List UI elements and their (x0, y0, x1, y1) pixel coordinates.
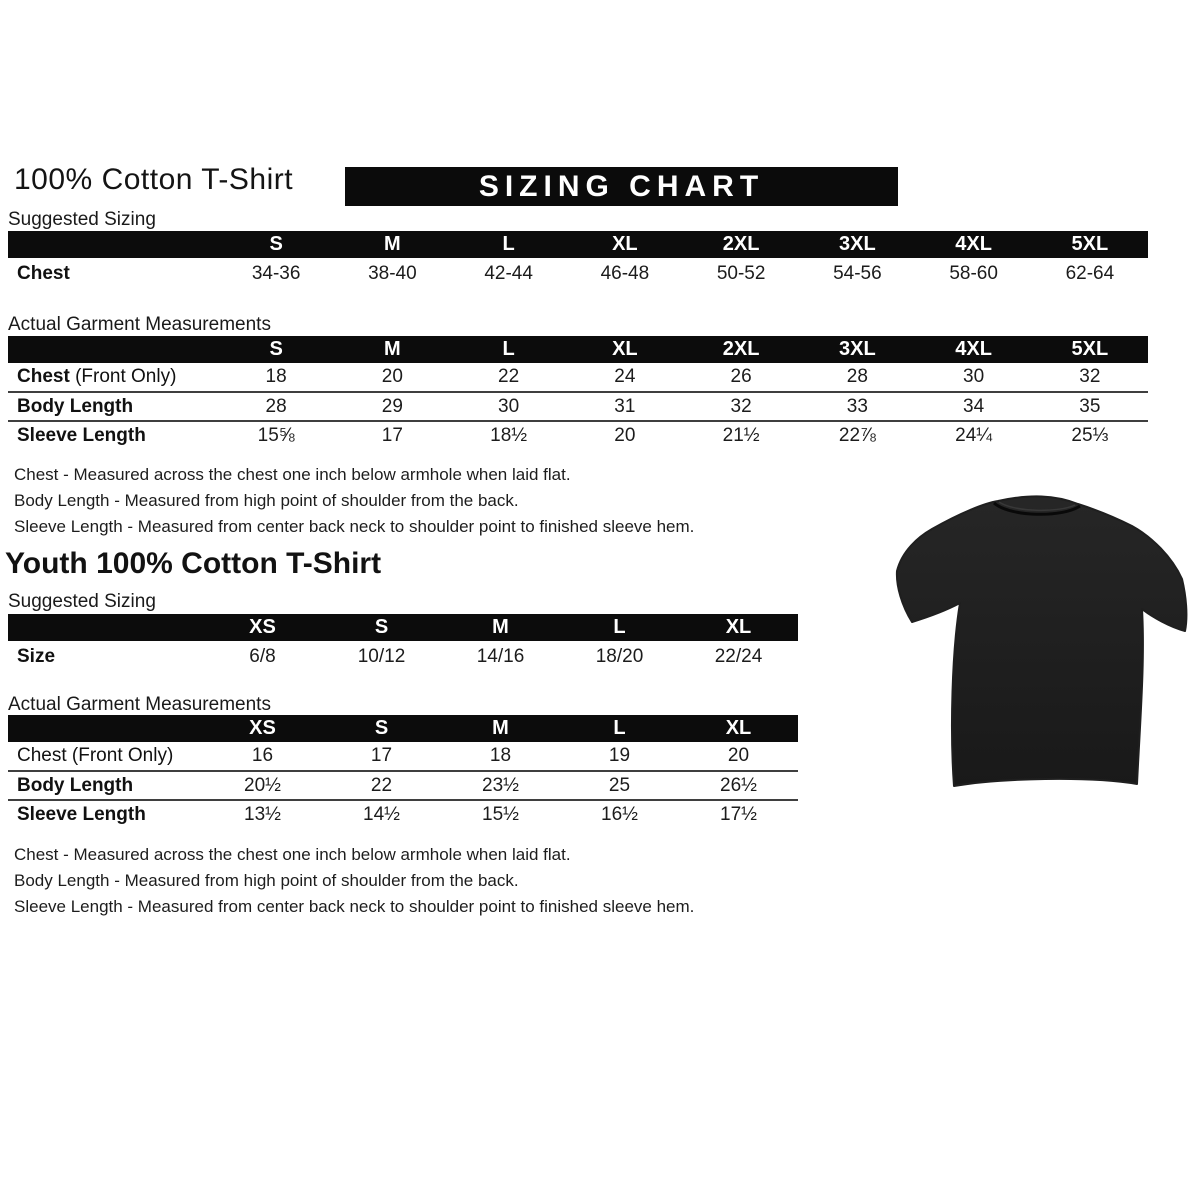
cell: 17½ (679, 800, 798, 829)
cell: 29 (334, 392, 450, 421)
adult-actual-header-row (8, 336, 1148, 363)
sizing-chart-banner-text: SIZING CHART (478, 169, 765, 203)
size-col-header: 4XL (916, 231, 1032, 258)
size-col-header: M (441, 614, 560, 641)
size-col-header: 5XL (1032, 336, 1148, 363)
adult-actual-measurements-table (8, 336, 1148, 450)
note-chest: Chest - Measured across the chest one inch below armhole when laid flat. (14, 465, 571, 484)
cell: 14/16 (476, 646, 525, 667)
note-body-length: Body Length - Measured from high point of shoulder from the back. (14, 491, 519, 510)
cell: 25⅓ (1032, 421, 1148, 450)
note-sleeve-length: Sleeve Length - Measured from center back neck to shoulder point to finished sleeve hem. (14, 517, 695, 536)
cell: 19 (608, 745, 631, 766)
row-label-size: Size (17, 646, 56, 667)
size-col-header: 2XL (683, 336, 799, 363)
row-label-body-length: Body Length (8, 392, 218, 421)
row-label-body-length: Body Length (8, 771, 203, 800)
note-body-length: Body Length - Measured from high point of shoulder from the back. (14, 871, 519, 890)
cell: 24 (614, 366, 636, 387)
size-col-header: 2XL (683, 231, 799, 258)
table-row-body-length (8, 771, 798, 800)
cell: 15½ (441, 800, 560, 829)
cell: 26½ (679, 771, 798, 800)
cell: 21½ (683, 421, 799, 450)
size-col-header: 3XL (799, 231, 915, 258)
cell: 18 (489, 745, 512, 766)
cell: 26 (730, 366, 752, 387)
cell: 30 (963, 366, 985, 387)
size-col-header: S (322, 715, 441, 742)
size-col-header: S (322, 614, 441, 641)
cell: 22⅞ (799, 421, 915, 450)
table-row-body-length (8, 392, 1148, 421)
table-row-sleeve-length (8, 800, 798, 829)
cell: 13½ (203, 800, 322, 829)
cell: 33 (799, 392, 915, 421)
size-col-header: S (218, 336, 334, 363)
size-col-header: M (334, 336, 450, 363)
cell: 20 (567, 421, 683, 450)
cell: 30 (451, 392, 567, 421)
youth-measurement-notes (14, 842, 694, 920)
size-col-header: XL (567, 231, 683, 258)
cell: 23½ (441, 771, 560, 800)
tshirt-product-image (890, 481, 1198, 806)
cell: 10/12 (357, 646, 406, 667)
size-col-header: L (451, 231, 567, 258)
youth-suggested-sizing-table (8, 614, 798, 673)
size-col-header: XL (679, 715, 798, 742)
cell: 18½ (451, 421, 567, 450)
cell: 34-36 (251, 263, 301, 284)
youth-suggested-header-row (8, 614, 798, 641)
cell: 6/8 (249, 646, 276, 667)
cell: 16½ (560, 800, 679, 829)
black-tshirt-illustration (890, 481, 1198, 806)
size-col-header: L (560, 614, 679, 641)
cell: 17 (370, 745, 393, 766)
cell: 20 (381, 366, 403, 387)
tshirt-body-shape (897, 496, 1187, 786)
size-col-header: L (451, 336, 567, 363)
youth-section-title: Youth 100% Cotton T-Shirt (5, 547, 382, 580)
page-title: 100% Cotton T-Shirt (14, 163, 294, 196)
cell: 25 (560, 771, 679, 800)
size-col-header: M (441, 715, 560, 742)
row-label-chest: Chest (17, 263, 70, 284)
cell: 46-48 (600, 263, 650, 284)
cell: 54-56 (833, 263, 882, 284)
table-row (8, 258, 1148, 290)
cell: 28 (846, 366, 868, 387)
size-col-header: L (560, 715, 679, 742)
cell: 16 (251, 745, 274, 766)
youth-actual-header-row (8, 715, 798, 742)
size-col-header: 4XL (916, 336, 1032, 363)
cell: 22/24 (714, 646, 763, 667)
adult-suggested-sizing-table (8, 231, 1148, 290)
cell: 34 (916, 392, 1032, 421)
youth-actual-measurements-label: Actual Garment Measurements (8, 694, 271, 715)
cell: 15⅝ (218, 421, 334, 450)
cell: 38-40 (368, 263, 417, 284)
cell: 24¼ (916, 421, 1032, 450)
cell: 32 (683, 392, 799, 421)
size-col-header: XL (679, 614, 798, 641)
table-row-sleeve-length (8, 421, 1148, 450)
adult-actual-measurements-label: Actual Garment Measurements (8, 314, 271, 335)
size-col-header: 3XL (799, 336, 915, 363)
cell: 14½ (322, 800, 441, 829)
cell: 28 (218, 392, 334, 421)
size-col-header: XL (567, 336, 683, 363)
cell: 18/20 (595, 646, 644, 667)
youth-suggested-sizing-label: Suggested Sizing (8, 591, 156, 612)
cell: 22 (498, 366, 520, 387)
cell: 17 (334, 421, 450, 450)
row-label-sleeve-length: Sleeve Length (8, 421, 218, 450)
size-col-header: XS (203, 614, 322, 641)
row-label-chest-front-only: Chest (Front Only) (17, 366, 177, 387)
size-col-header: XS (203, 715, 322, 742)
adult-actual-header-blank (8, 336, 218, 363)
cell: 20½ (203, 771, 322, 800)
youth-suggested-header-blank (8, 614, 203, 641)
table-row-size (8, 641, 798, 673)
adult-suggested-sizing-label: Suggested Sizing (8, 209, 156, 230)
adult-suggested-header-row (8, 231, 1148, 258)
table-row-chest (8, 742, 798, 771)
youth-actual-measurements-table (8, 715, 798, 829)
cell: 32 (1079, 366, 1101, 387)
row-label-chest-front-only: Chest (Front Only) (17, 745, 174, 766)
sizing-chart-banner (345, 167, 898, 206)
note-chest: Chest - Measured across the chest one inch below armhole when laid flat. (14, 845, 571, 864)
size-col-header: M (334, 231, 450, 258)
cell: 22 (322, 771, 441, 800)
cell: 58-60 (949, 263, 998, 284)
cell: 31 (567, 392, 683, 421)
cell: 50-52 (716, 263, 766, 284)
size-col-header: 5XL (1032, 231, 1148, 258)
size-col-header: S (218, 231, 334, 258)
table-row-chest (8, 363, 1148, 392)
cell: 42-44 (484, 263, 533, 284)
note-sleeve-length: Sleeve Length - Measured from center back neck to shoulder point to finished sleeve hem. (14, 897, 695, 916)
cell: 20 (727, 745, 750, 766)
youth-actual-header-blank (8, 715, 203, 742)
row-label-sleeve-length: Sleeve Length (8, 800, 203, 829)
cell: 18 (265, 366, 287, 387)
adult-measurement-notes (14, 462, 694, 540)
cell: 62-64 (1065, 263, 1115, 284)
adult-suggested-header-blank (8, 231, 218, 258)
cell: 35 (1032, 392, 1148, 421)
